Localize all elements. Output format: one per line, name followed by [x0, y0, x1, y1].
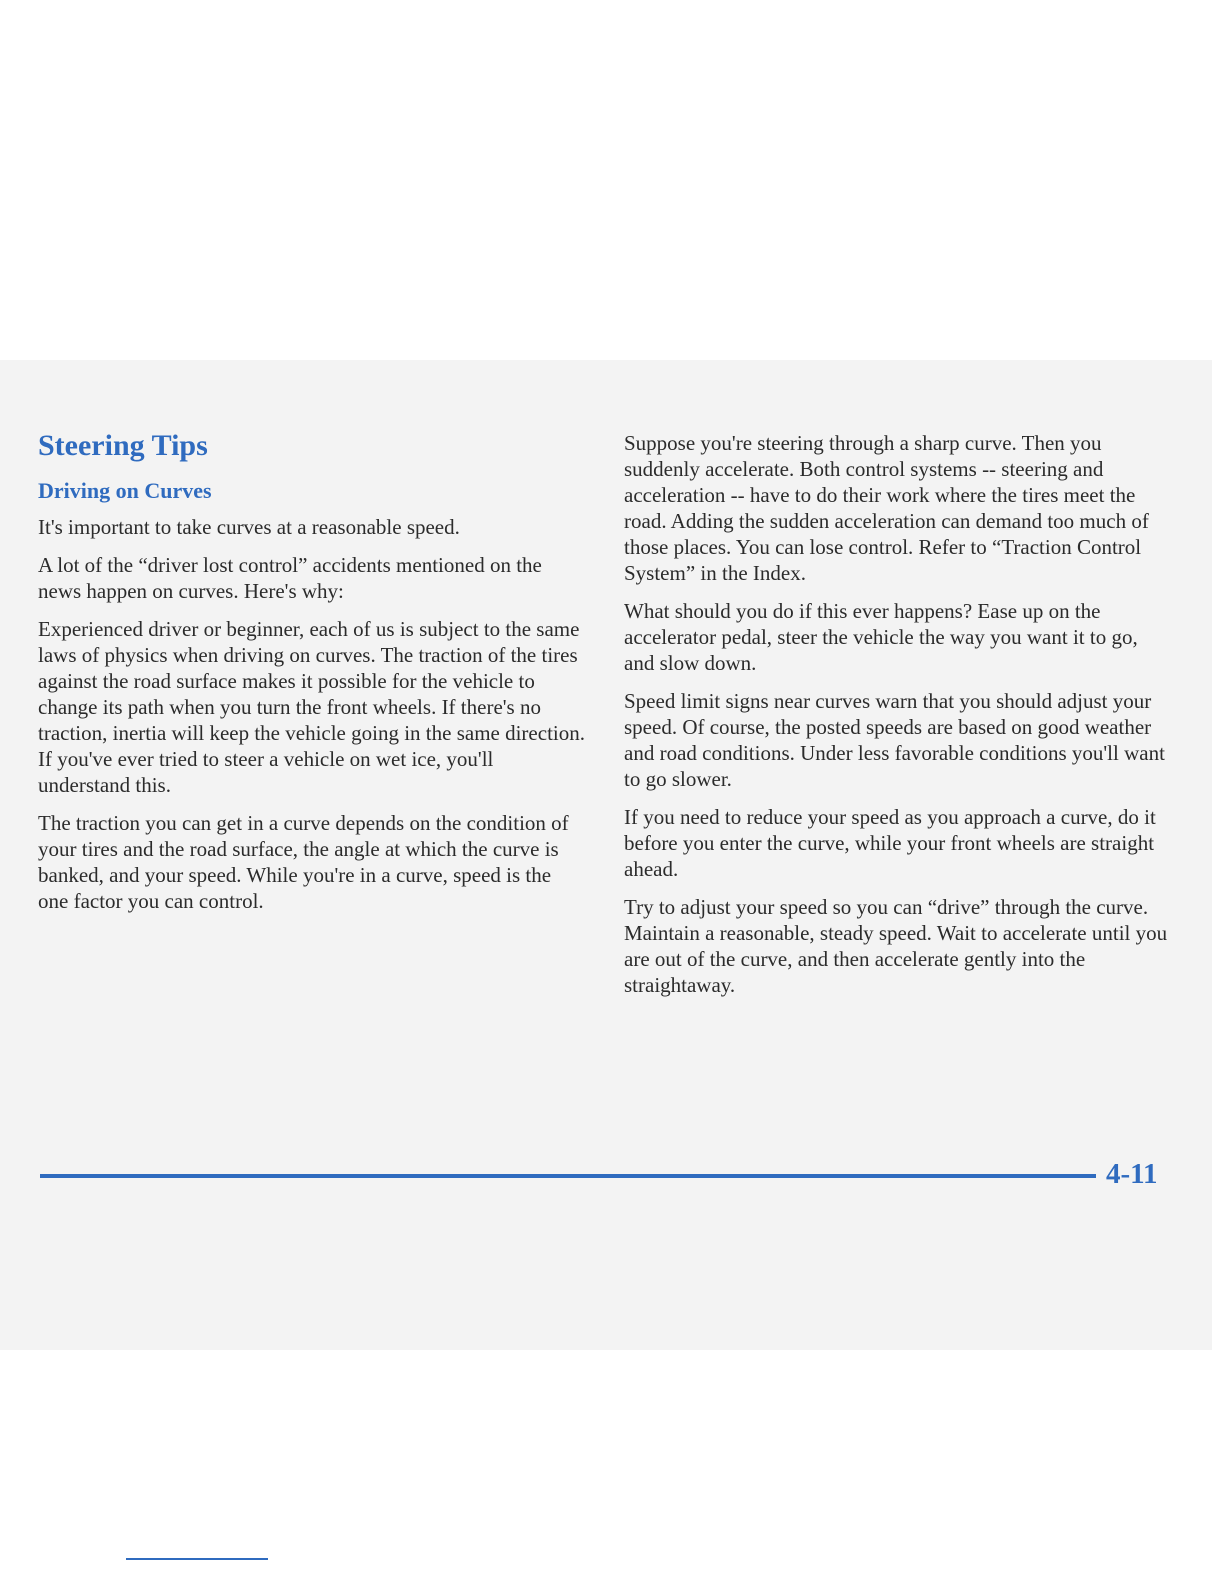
paragraph: Suppose you're steering through a sharp curve. Then you suddenly accelerate. Both control systems -- steering and acceleration -- have to do their work where the tires meet the road. Adding the sudden acceleration can demand too much of those places. You can lose control. Refer to “Traction Control System” in the Index. [624, 431, 1149, 585]
section-title: Steering Tips [38, 429, 208, 462]
footer-rule [40, 1174, 1096, 1178]
paragraph: Speed limit signs near curves warn that you should adjust your speed. Of course, the posted speeds are based on good weather and road conditions. Under less favorable conditions you'll want to go slower. [624, 689, 1165, 791]
left-column [38, 428, 586, 926]
paragraph: What should you do if this ever happens? Ease up on the accelerator pedal, steer the vehicle the way you want it to go, and slow down. [624, 599, 1138, 675]
page-number: 4-11 [1106, 1158, 1158, 1190]
paragraph: A lot of the “driver lost control” accidents mentioned on the news happen on curves. Here's why: [38, 553, 542, 603]
paragraph: It's important to take curves at a reasonable speed. [38, 515, 460, 539]
paragraph: Try to adjust your speed so you can “drive” through the curve. Maintain a reasonable, steady speed. Wait to accelerate until you are out of the curve, and then accelerate gently into the straightaway. [624, 895, 1168, 997]
paragraph: The traction you can get in a curve depends on the condition of your tires and the road surface, the angle at which the curve is banked, and your speed. While you're in a curve, speed is the one factor you can control. [38, 811, 569, 913]
paragraph: If you need to reduce your speed as you approach a curve, do it before you enter the curve, while your front wheels are straight ahead. [624, 805, 1156, 881]
right-column [624, 428, 1172, 1010]
paragraph: Experienced driver or beginner, each of us is subject to the same laws of physics when driving on curves. The traction of the tires against the road surface makes it possible for the vehicle to change its path when you turn the front wheels. If there's no traction, inertia will keep the vehicle going in the same direction. If you've ever tried to steer a vehicle on wet ice, you'll understand this. [38, 617, 585, 797]
subsection-title: Driving on Curves [38, 478, 212, 503]
bottom-divider [126, 1558, 268, 1560]
